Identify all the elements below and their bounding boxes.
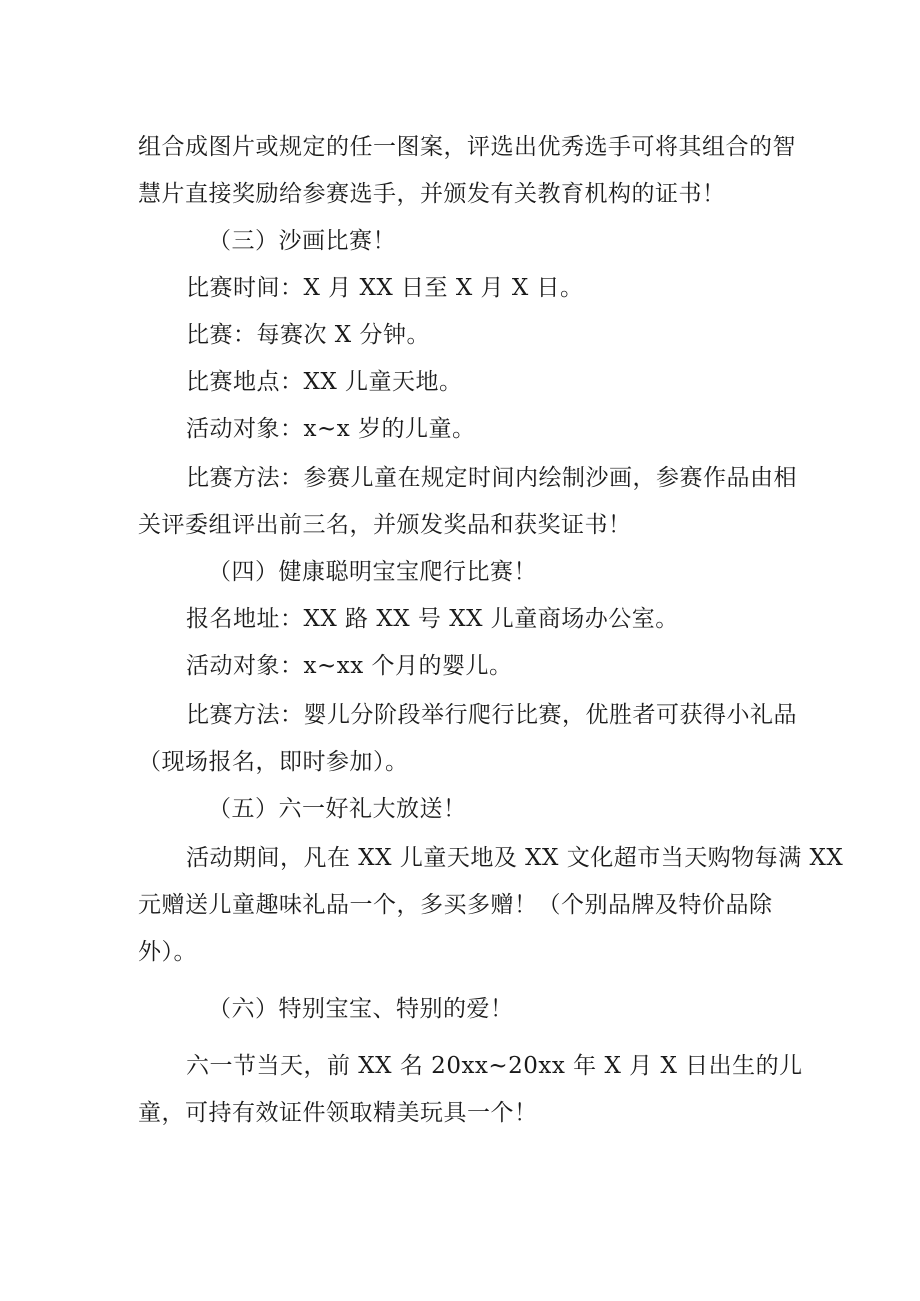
section-heading-4: （四）健康聪明宝宝爬行比赛！ [208, 559, 537, 585]
paragraph-line: 六一节当天，前 XX 名 20xx~20xx 年 X 月 X 日出生的儿 [186, 1053, 803, 1079]
paragraph-line: 外）。 [138, 939, 197, 965]
paragraph-line: 比赛地点：XX 儿童天地。 [186, 369, 463, 395]
section-heading-3: （三）沙画比赛！ [208, 228, 396, 254]
document-body [138, 124, 844, 1137]
section-heading-6: （六）特别宝宝、特别的爱！ [208, 996, 514, 1022]
paragraph-line: 比赛方法：婴儿分阶段举行爬行比赛，优胜者可获得小礼品 [186, 702, 797, 728]
paragraph-line: 童，可持有效证件领取精美玩具一个！ [138, 1100, 538, 1126]
paragraph-line: 活动期间，凡在 XX 儿童天地及 XX 文化超市当天购物每满 XX [186, 845, 844, 871]
paragraph-line: （现场报名，即时参加）。 [138, 749, 409, 775]
paragraph-line: 组合成图片或规定的任一图案，评选出优秀选手可将其组合的智 [138, 134, 796, 160]
paragraph-line: 活动对象：x~x 岁的儿童。 [186, 416, 476, 442]
paragraph-line: 比赛方法：参赛儿童在规定时间内绘制沙画，参赛作品由相 [186, 465, 797, 491]
paragraph-line: 比赛时间：X 月 XX 日至 X 月 X 日。 [186, 275, 584, 301]
paragraph-line: 元赠送儿童趣味礼品一个，多买多赠！（个别品牌及特价品除 [138, 892, 773, 918]
paragraph-line: 活动对象：x~xx 个月的婴儿。 [186, 653, 513, 679]
paragraph-line: 比赛：每赛次 X 分钟。 [186, 322, 430, 348]
paragraph-line: 关评委组评出前三名，并颁发奖品和获奖证书！ [138, 512, 632, 538]
paragraph-line: 报名地址：XX 路 XX 号 XX 儿童商场办公室。 [186, 606, 679, 632]
paragraph-line: 慧片直接奖励给参赛选手，并颁发有关教育机构的证书！ [138, 181, 726, 207]
section-heading-5: （五）六一好礼大放送！ [208, 796, 467, 822]
